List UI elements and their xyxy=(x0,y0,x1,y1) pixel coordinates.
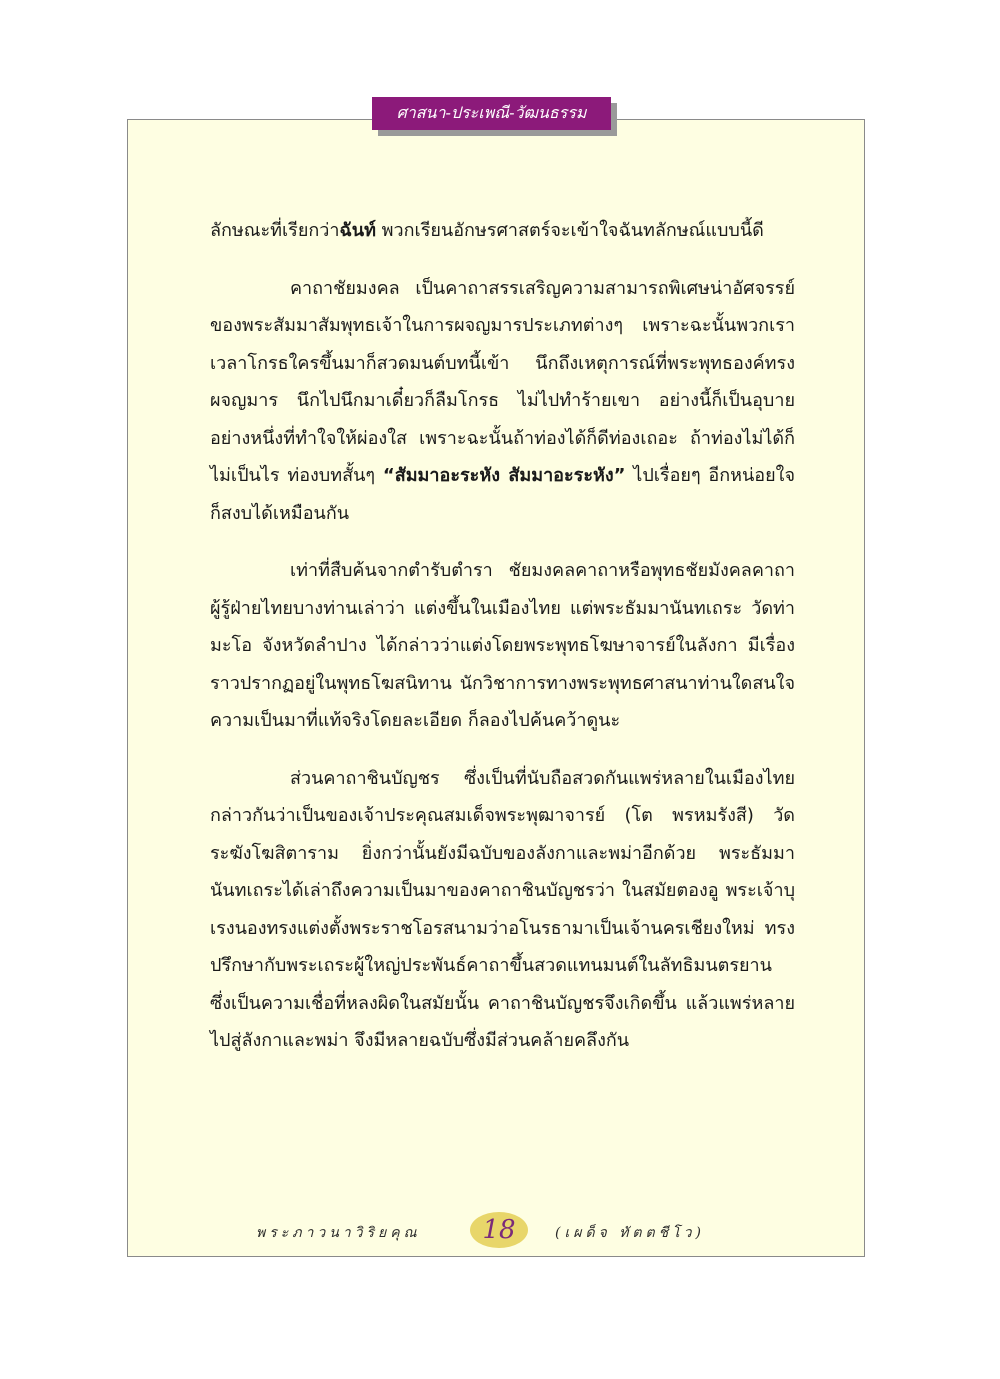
paragraph-1-text-b: พวกเรียนอักษรศาสตร์จะเข้าใจฉันทลักษณ์แบบนี้ดี xyxy=(375,220,764,241)
section-title: ศาสนา-ประเพณี-วัฒนธรรม xyxy=(396,103,587,122)
body-text xyxy=(210,212,795,1080)
paragraph-2-text-a: คาถาชัยมงคล เป็นคาถาสรรเสริญความสามารถพิเศษน่าอัศจรรย์ของพระสัมมาสัมพุทธเจ้าในการผจญมารประเภทต่างๆ เพราะฉะนั้นพวกเราเวลาโกรธใครขึ้นมาก็สวดมนต์บทนี้เข้า นึกถึงเหตุการณ์ที่พระพุทธองค์ทรงผจญมาร นึกไปนึกมาเดี๋ยวก็ลืมโกรธ ไม่ไปทำร้ายเขา อย่างนี้ก็เป็นอุบายอย่างหนึ่งที่ทำใจให้ผ่องใส เพราะฉะนั้นถ้าท่องได้ก็ดีท่องเถอะ ถ้าท่องไม่ได้ก็ไม่เป็นไร ท่องบทสั้นๆ xyxy=(210,277,795,486)
paragraph-2-bold-mantra: “สัมมาอะระหัง สัมมาอะระหัง” xyxy=(382,465,626,486)
paragraph-1 xyxy=(210,212,795,250)
page-footer xyxy=(127,1208,865,1252)
paragraph-1-bold-term: ฉันท์ xyxy=(339,220,376,241)
paragraph-4: ส่วนคาถาชินบัญชร ซึ่งเป็นที่นับถือสวดกันแพร่หลายในเมืองไทย กล่าวกันว่าเป็นของเจ้าประคุณสมเด็จพระพุฒาจารย์ (โต พรหมรังสี) วัดระฆังโฆสิตาราม ยิ่งกว่านั้นยังมีฉบับของลังกาและพม่าอีกด้วย พระธัมมานันทเถระได้เล่าถึงความเป็นมาของคาถาชินบัญชรว่า ในสมัยตองอู พระเจ้าบุเรงนองทรงแต่งตั้งพระราชโอรสนามว่าอโนรธามาเป็นเจ้านครเชียงใหม่ ทรงปรึกษากับพระเถระผู้ใหญ่ประพันธ์คาถาขึ้นสวดแทนมนต์ในลัทธิมนตรยาน ซึ่งเป็นความเชื่อที่หลงผิดในสมัยนั้น คาถาชินบัญชรจึงเกิดขึ้น แล้วแพร่หลายไปสู่ลังกาและพม่า จึงมีหลายฉบับซึ่งมีส่วนคล้ายคลึงกัน xyxy=(210,767,795,1051)
section-header-tab xyxy=(372,97,611,130)
paragraph-2 xyxy=(210,270,795,533)
footer-author: (เผด็จ ทัตตชีโว) xyxy=(555,1225,705,1241)
paragraph-1-text-a: ลักษณะที่เรียกว่า xyxy=(210,220,340,241)
footer-book-title: พระภาวนาวิริยคุณ xyxy=(256,1225,421,1241)
page-number-badge xyxy=(470,1212,528,1248)
paragraph-2-text-b: ไปเรื่อยๆ อีกหน่อยใจก็สงบได้เหมือนกัน xyxy=(210,465,796,524)
page-number: 18 xyxy=(482,1215,516,1245)
paragraph-3: เท่าที่สืบค้นจากตำรับตำรา ชัยมงคลคาถาหรือพุทธชัยมังคลคาถา ผู้รู้ฝ่ายไทยบางท่านเล่าว่า แต่งขึ้นในเมืองไทย แต่พระธัมมานันทเถระ วัดท่ามะโอ จังหวัดลำปาง ได้กล่าวว่าแต่งโดยพระพุทธโฆษาจารย์ในลังกา มีเรื่องราวปรากฏอยู่ในพุทธโฆสนิทาน นักวิชาการทางพระพุทธศาสนาท่านใดสนใจความเป็นมาที่แท้จริงโดยละเอียด ก็ลองไปค้นคว้าดูนะ xyxy=(210,560,795,731)
